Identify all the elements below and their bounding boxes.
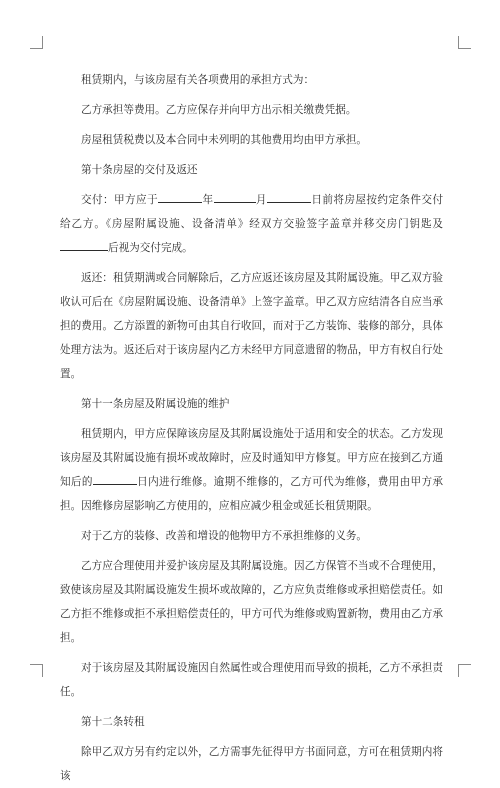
paragraph-fee-landlord: 房屋租赁税费以及本合同中未列明的其他费用均由甲方承担。 [81,134,368,146]
section-heading-12: 第十二条转租 [81,716,145,728]
crop-mark-top-left [30,36,43,49]
crop-mark-bottom-right [458,664,471,677]
delivery-text-day: 日前将房屋按约定条件交付给乙方。《房屋附属设施、设备清单》经双方交验签字盖章并移交房门钥匙及 [60,194,444,230]
maintenance-text-start: 租赁期内，甲方应保障该房屋及其附属设施处于适用和安全的状态。乙方发现该房屋及其附属设施有损坏或故障时，应及时通知甲方修复。甲方应在接到乙方通知后的 [60,428,443,488]
delivery-text-year: 年 [202,194,214,206]
blank-day[interactable] [267,191,311,203]
paragraph-sublease: 除甲乙双方另有约定以外，乙方需事先征得甲方书面同意，方可在租赁期内将该 [60,746,443,782]
blank-repair-days[interactable] [93,473,137,485]
blank-year[interactable] [158,191,202,203]
delivery-text-month: 月 [255,194,267,206]
paragraph-tenant-improvements: 对于乙方的装修、改善和增设的他物甲方不承担维修的义务。 [81,530,368,542]
paragraph-return: 返还：租赁期满或合同解除后，乙方应返还该房屋及其附属设施。甲乙双方验收认可后在《房屋附属设施、设备清单》上签字盖章。甲乙双方应结清各自应当承担的费用。乙方添置的新物可由其自行收回，而对于乙方装饰、装修的部分，具体处理方法为。返还后对于该房屋内乙方未经甲方同意遗留的物品，甲方有权自行处置。 [60,272,443,380]
paragraph-natural-wear: 对于该房屋及其附属设施因自然属性或合理使用而导致的损耗，乙方不承担责任。 [60,662,443,698]
section-heading-11: 第十一条房屋及附属设施的维护 [81,398,230,410]
blank-handover-items[interactable] [60,239,108,251]
delivery-text-end: 后视为交付完成。 [108,242,193,254]
document-body [60,68,443,788]
paragraph-delivery [60,188,443,260]
maintenance-text-end: 日内进行维修。逾期不维修的，乙方可代为维修，费用由甲方承担。因维修房屋影响乙方使用的，应相应减少租金或延长租赁期限。 [60,476,444,512]
paragraph-fee-tenant: 乙方承担等费用。乙方应保存并向甲方出示相关缴费凭据。 [81,104,357,116]
blank-month[interactable] [214,191,256,203]
section-heading-10: 第十条房屋的交付及返还 [81,164,198,176]
paragraph-fee-intro: 租赁期内，与该房屋有关各项费用的承担方式为： [81,74,315,86]
delivery-text-start: 交付：甲方应于 [81,194,159,206]
paragraph-tenant-care: 乙方应合理使用并爱护该房屋及其附属设施。因乙方保管不当或不合理使用，致使该房屋及其附属设施发生损坏或故障的，乙方应负责维修或承担赔偿责任。如乙方拒不维修或拒不承担赔偿责任的，甲方可代为维修或购置新物，费用由乙方承担。 [60,560,443,644]
paragraph-maintenance [60,422,443,518]
crop-mark-top-right [458,36,471,49]
crop-mark-bottom-left [30,664,43,677]
